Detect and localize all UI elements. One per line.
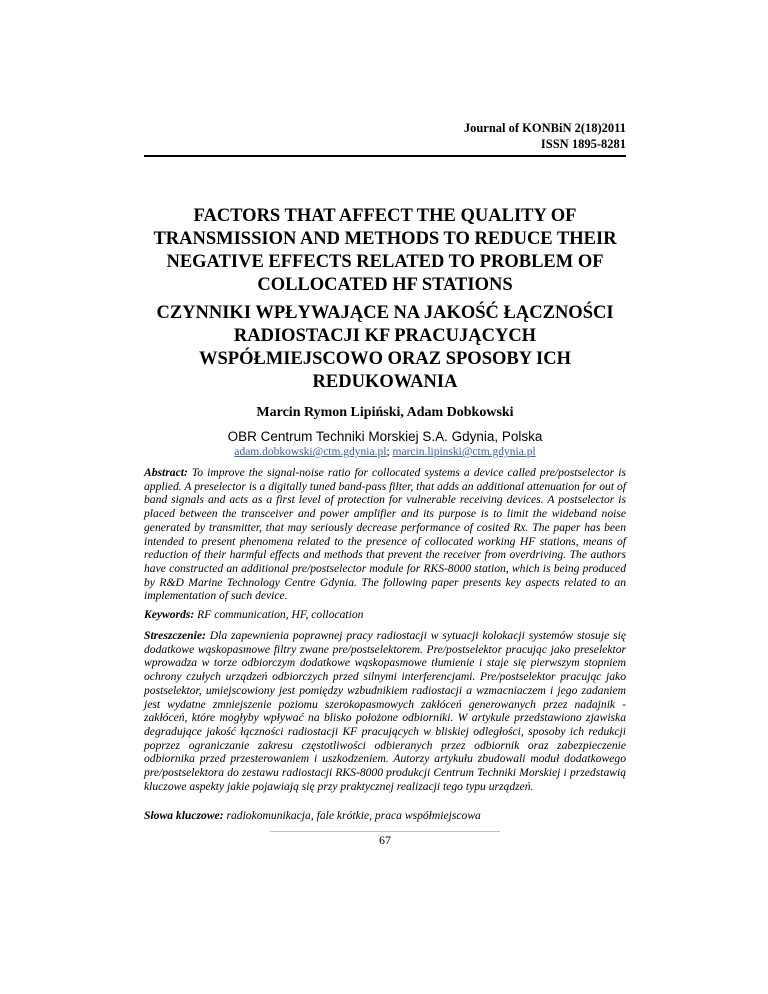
affiliation: OBR Centrum Techniki Morskiej S.A. Gdynia, Polska xyxy=(227,429,543,444)
authors: Marcin Rymon Lipiński, Adam Dobkowski xyxy=(256,405,514,420)
streszczenie-text: Dla zapewnienia poprawnej pracy radiostacji w sytuacji kolokacji systemów stosuje się dodatkowe wąskopasmowe filtry zwane pre/postselektorem. Pre/postselektor pracując jako preselektor wprowadza w torze odbiorczym dodatkowe wąskopasmowe tłumienie i staje się pierwszym stopniem ochrony czułych urządzeń odbiorczych przed silnymi interferencjami. Pre/postselektor pracując jako postselektor, umiejscowiony jest pomiędzy wzbudnikiem radiostacji a wzmacniaczem i jego zadaniem jest wydatne zmniejszenie poziomu szerokopasmowych zakłóceń generowanych przez nadajnik - zakłóceń, które mogłyby wpływać na blisko położone odbiorniki. W artykule przedstawiono zjawiska degradujące jakość łączności radiostacji KF pracujących w bliskiej odległości, sposoby ich redukcji poprzez ograniczanie zakresu częstotliwości odbieranych przez odbiornik oraz zabezpieczenie odbiornika przed przesterowaniem i uszkodzeniem. Autorzy artykułu zbudowali moduł dodatkowego pre/postselektora do zestawu radiostacji RKS-8000 produkcji Centrum Techniki Morskiej i przedstawią kluczowe aspekty jakie pojawiają się przy praktycznej realizacji tego typu urządzeń. xyxy=(144,629,626,793)
abstract xyxy=(144,466,626,603)
page-number: 67 xyxy=(379,833,391,847)
keywords xyxy=(144,608,626,622)
keywords-label: Keywords: xyxy=(144,608,195,621)
footer-rule xyxy=(270,831,500,832)
slowa-kluczowe-label: Słowa kluczowe: xyxy=(144,809,224,822)
journal-name: Journal of KONBiN 2(18)2011 xyxy=(463,121,626,135)
email-link-lipinski[interactable]: marcin.lipinski@ctm.gdynia.pl xyxy=(392,446,536,458)
email-separator: ; xyxy=(386,446,390,458)
streszczenie-label: Streszczenie: xyxy=(144,629,206,642)
title-polish: CZYNNIKI WPŁYWAJĄCE NA JAKOŚĆ ŁĄCZNOŚCI RADIOSTACJI KF PRACUJĄCYCH WSPÓŁMIEJSCOWO ORAZ SPOSOBY ICH REDUKOWANIA xyxy=(156,303,614,392)
streszczenie xyxy=(144,629,626,793)
journal-issn: ISSN 1895-8281 xyxy=(540,137,626,151)
keywords-text: RF communication, HF, collocation xyxy=(197,608,364,621)
slowa-kluczowe xyxy=(144,809,626,823)
title-english: FACTORS THAT AFFECT THE QUALITY OF TRANSMISSION AND METHODS TO REDUCE THEIR NEGATIVE EFFECTS RELATED TO PROBLEM OF COLLOCATED HF STATIONS xyxy=(153,206,617,295)
slowa-kluczowe-text: radiokomunikacja, fale krótkie, praca współmiejscowa xyxy=(226,809,481,822)
email-link-dobkowski[interactable]: adam.dobkowski@ctm.gdynia.pl xyxy=(234,446,387,458)
header-rule xyxy=(144,155,626,157)
abstract-text: To improve the signal-noise ratio for collocated systems a device called pre/postselector is applied. A preselector is a digitally tuned band-pass filter, that adds an additional attenuation for out of band signals and acts as a first level of protection for vulnerable receiving devices. A postselector is placed between the transceiver and power amplifier and its purpose is to limit the wideband noise generated by transmitter, that may seriously decrease performance of cosited Rx. The paper has been intended to present phenomena related to the presence of collocated working HF stations, means of reduction of their harmful effects and methods that prevent the receiver from overdriving. The authors have constructed an additional pre/postselector module for RKS-8000 station, which is being produced by R&D Marine Technology Centre Gdynia. The following paper presents key aspects related to an implementation of such device. xyxy=(144,466,626,603)
journal-header xyxy=(464,120,626,152)
abstract-label: Abstract: xyxy=(144,466,188,479)
author-emails xyxy=(144,445,626,460)
